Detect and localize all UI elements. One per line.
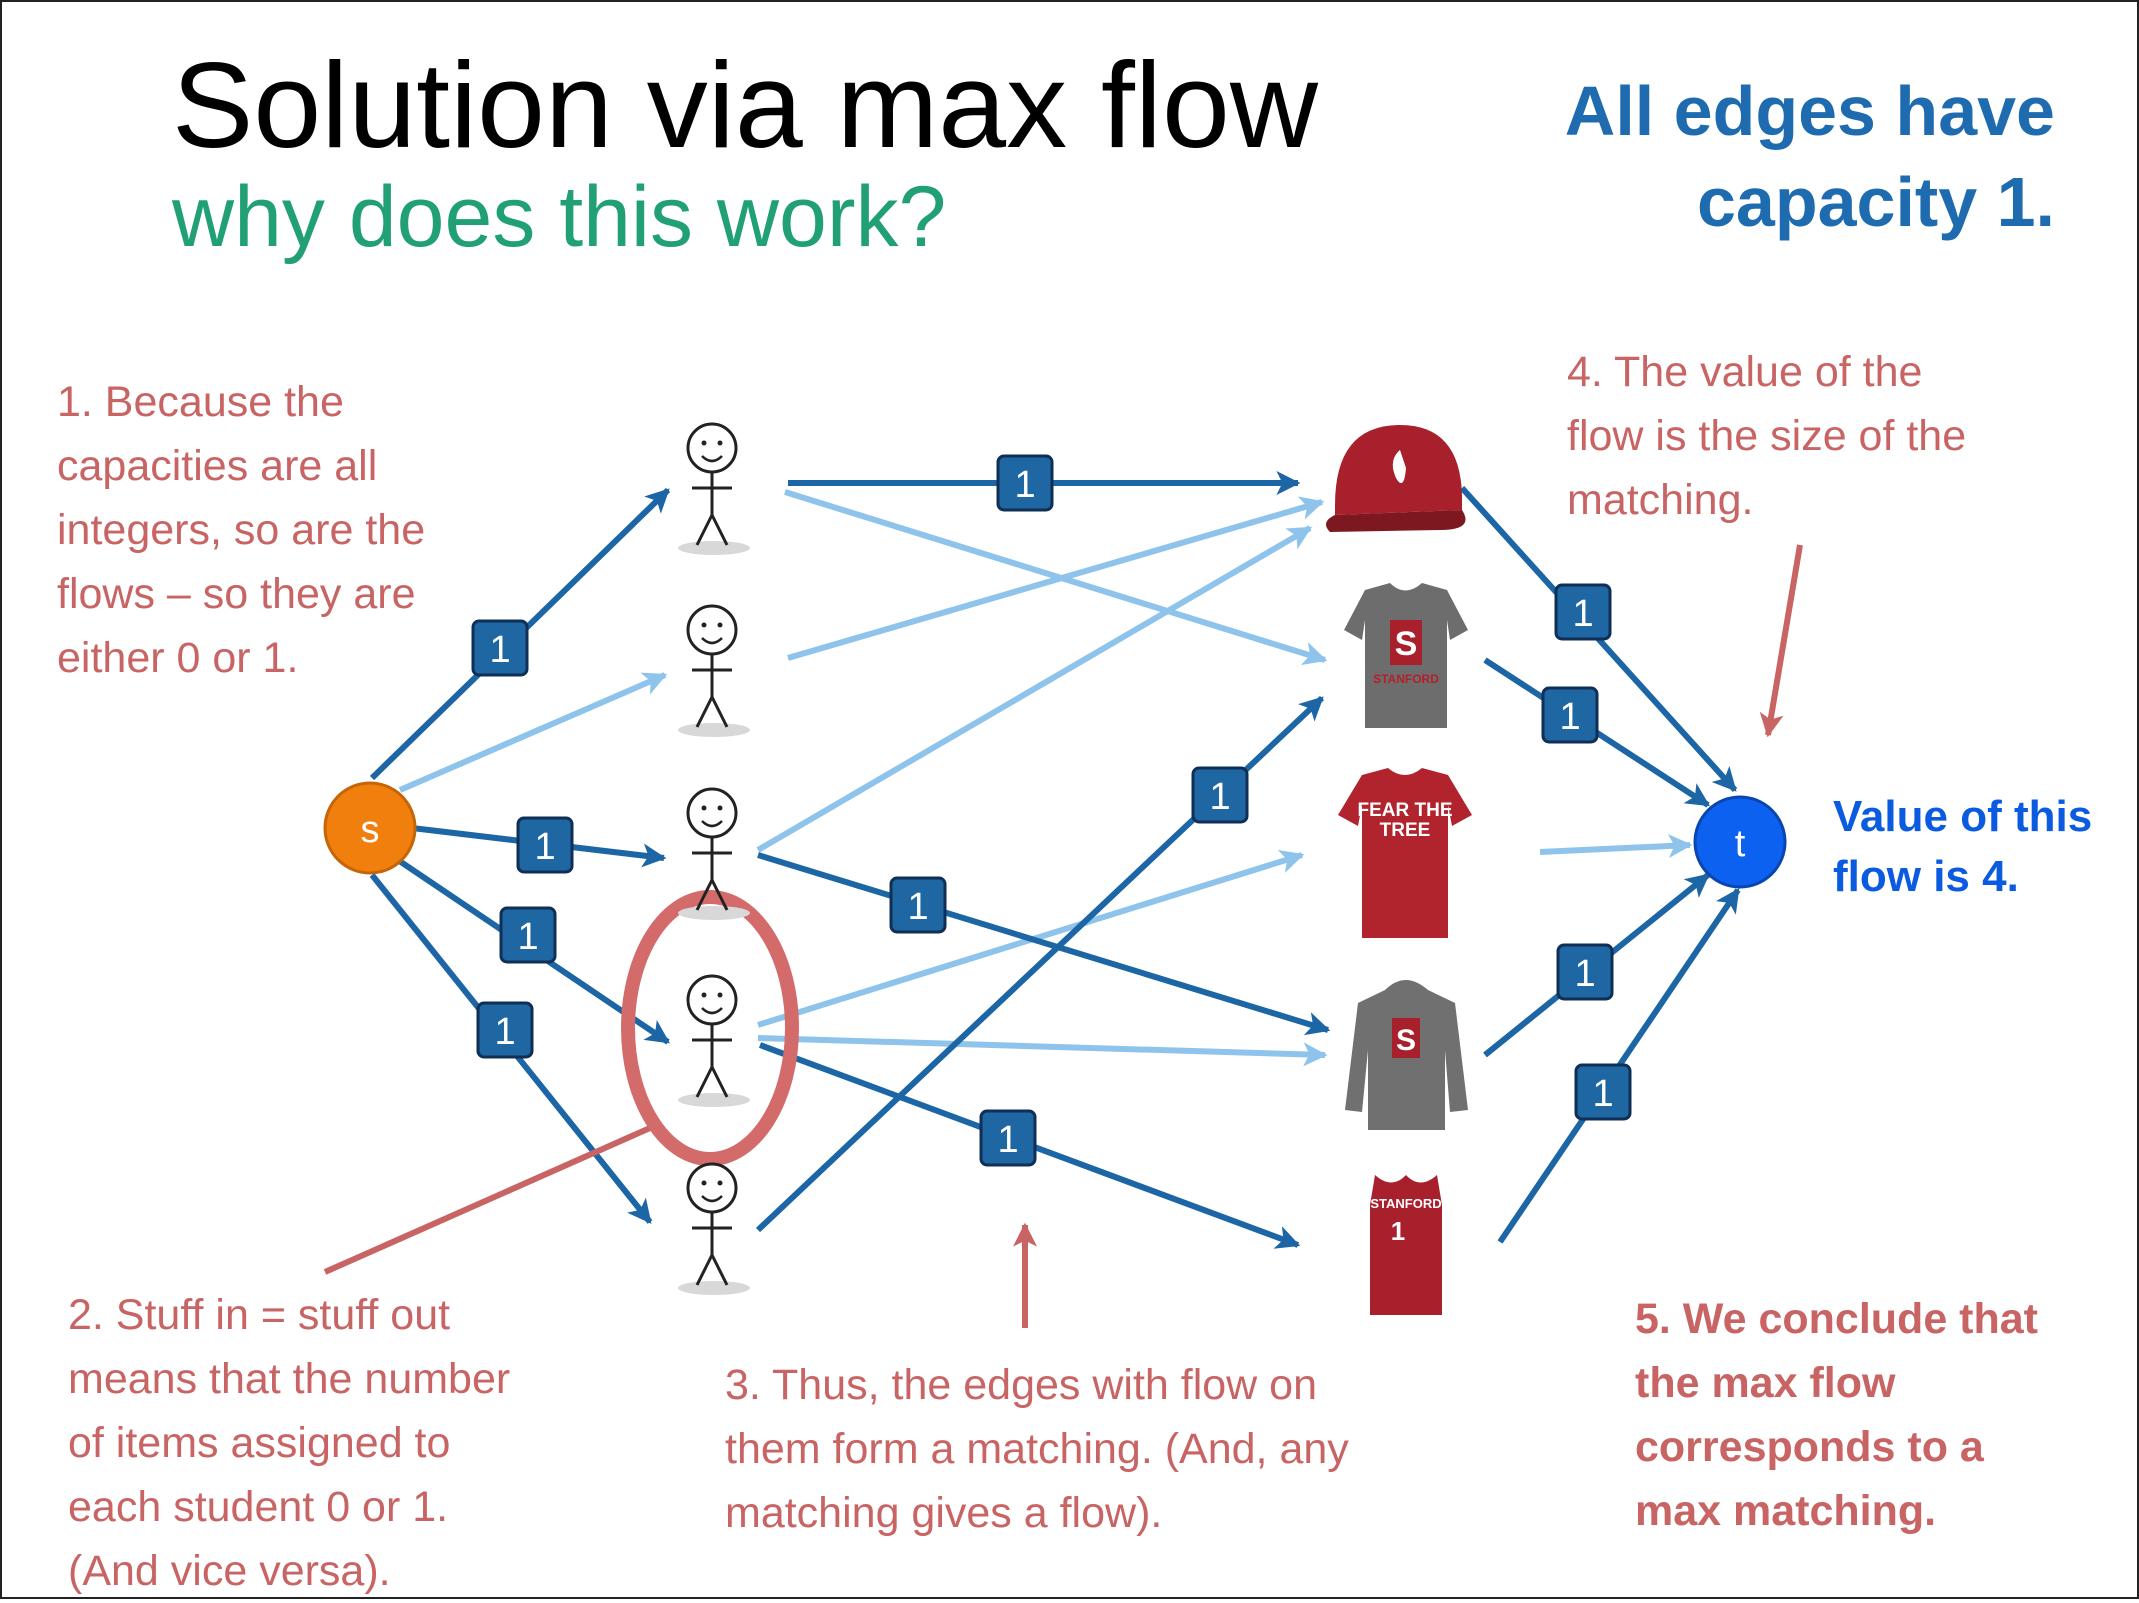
edge-label xyxy=(518,818,572,872)
note-2-line: of items assigned to xyxy=(68,1419,451,1467)
svg-text:S: S xyxy=(1394,625,1418,663)
sink-label: t xyxy=(1734,823,1746,865)
edge-label xyxy=(891,878,945,932)
red-shirt-icon xyxy=(1338,768,1472,938)
edge-redshirt-t xyxy=(1540,845,1690,852)
note-5 xyxy=(1635,1287,2038,1543)
note-2-line: 2. Stuff in = stuff out xyxy=(68,1291,451,1339)
edge-label-text: 1 xyxy=(907,886,929,928)
edge-label-text: 1 xyxy=(1574,953,1596,995)
note-5-line: max matching. xyxy=(1635,1487,1937,1535)
edge-label xyxy=(473,621,527,675)
note-3-line: 3. Thus, the edges with flow on xyxy=(725,1361,1318,1409)
arrow-note4 xyxy=(1768,545,1800,735)
red-shirt-text-line1: FEAR THE xyxy=(1357,800,1453,821)
edge-label-text: 1 xyxy=(534,826,556,868)
highlight-ellipse xyxy=(628,897,792,1159)
non-flow-edges xyxy=(400,492,1690,1055)
note-1-line: capacities are all xyxy=(57,442,378,490)
items xyxy=(1326,425,1472,1315)
edge-student3-hoodie xyxy=(758,855,1328,1030)
arrow-note2 xyxy=(325,1128,650,1272)
source-label: s xyxy=(360,809,380,851)
note-3 xyxy=(725,1353,1349,1545)
edge-label xyxy=(1193,768,1247,822)
edge-label xyxy=(501,908,555,962)
hoodie-icon xyxy=(1345,980,1468,1130)
note-1-line: either 0 or 1. xyxy=(57,634,299,682)
note-4-line: matching. xyxy=(1567,476,1754,524)
note-3-line: them form a matching. (And, any xyxy=(725,1425,1349,1473)
note-4-line: flow is the size of the xyxy=(1567,412,1967,460)
edge-label-text: 1 xyxy=(1559,696,1581,738)
edge-student4-hoodie xyxy=(758,1038,1325,1055)
edge-label-text: 1 xyxy=(1572,593,1594,635)
edge-label xyxy=(998,456,1052,510)
note-5-line: 5. We conclude that xyxy=(1635,1295,2038,1343)
gray-shirt-icon xyxy=(1344,583,1468,728)
edge-label xyxy=(1556,585,1610,639)
edge-label xyxy=(1543,688,1597,742)
note-4-line: 4. The value of the xyxy=(1567,348,1923,396)
edge-label xyxy=(1558,945,1612,999)
edge-label-text: 1 xyxy=(489,629,511,671)
flow-value-line: Value of this xyxy=(1833,792,2093,841)
student-icon xyxy=(678,1164,750,1295)
edge-label-text: 1 xyxy=(1014,464,1036,506)
red-shirt-text-line2: TREE xyxy=(1379,820,1431,841)
edge-label xyxy=(478,1003,532,1057)
jersey-text-line2: 1 xyxy=(1390,1216,1406,1246)
gray-shirt-text: STANFORD xyxy=(1373,672,1439,686)
note-5-line: the max flow xyxy=(1635,1359,1896,1407)
note-2-line: (And vice versa). xyxy=(68,1547,391,1595)
note-3-line: matching gives a flow). xyxy=(725,1489,1163,1537)
flow-edges xyxy=(372,483,1738,1245)
sink-node xyxy=(1695,797,1785,887)
cap-icon xyxy=(1326,425,1466,532)
edge-label xyxy=(1576,1065,1630,1119)
capacity-note-line: All edges have xyxy=(1564,72,2055,150)
jersey-text-line1: STANFORD xyxy=(1370,1196,1442,1211)
edge-label-text: 1 xyxy=(1209,776,1231,818)
flow-value-note xyxy=(1833,787,2092,907)
student-icon xyxy=(678,424,750,555)
note-2-line: each student 0 or 1. xyxy=(68,1483,449,1531)
note-1-line: integers, so are the xyxy=(57,506,426,554)
note-5-line: corresponds to a xyxy=(1635,1423,1984,1471)
note-2 xyxy=(68,1283,510,1603)
note-4 xyxy=(1567,340,1966,532)
note-1-line: 1. Because the xyxy=(57,378,344,426)
edge-label xyxy=(981,1111,1035,1165)
edge-label-text: 1 xyxy=(1592,1073,1614,1115)
students xyxy=(678,424,750,1295)
jersey-icon xyxy=(1370,1175,1442,1315)
note-1 xyxy=(57,370,425,690)
student-icon xyxy=(678,976,750,1107)
source-node xyxy=(325,783,415,873)
edge-label-text: 1 xyxy=(997,1119,1019,1161)
edge-label-text: 1 xyxy=(494,1011,516,1053)
edge-s-student2 xyxy=(400,675,665,790)
slide-title: Solution via max flow xyxy=(172,37,1318,173)
note-2-line: means that the number xyxy=(68,1355,511,1403)
note-1-line: flows – so they are xyxy=(57,570,416,618)
capacity-note-line: capacity 1. xyxy=(1697,163,2055,241)
student-icon xyxy=(678,606,750,737)
svg-text:S: S xyxy=(1395,1024,1417,1057)
slide-subtitle: why does this work? xyxy=(172,169,947,265)
flow-value-line: flow is 4. xyxy=(1833,852,2019,901)
edge-label-text: 1 xyxy=(517,916,539,958)
